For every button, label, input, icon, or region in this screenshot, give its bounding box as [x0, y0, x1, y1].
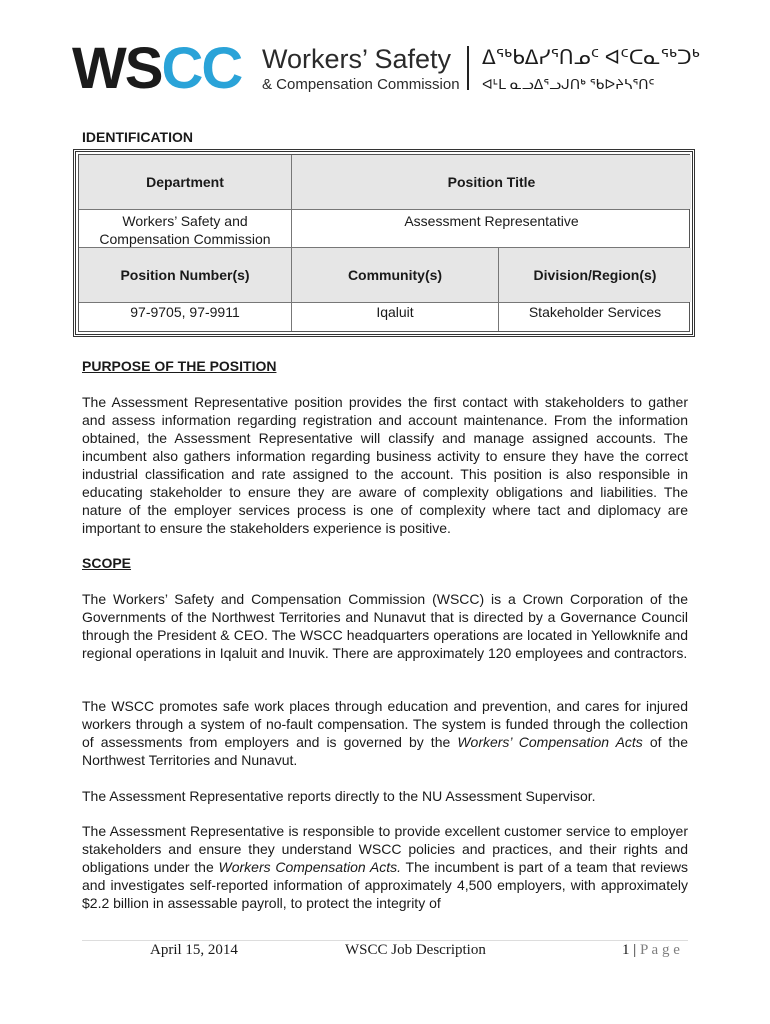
footer-date: April 15, 2014: [150, 942, 238, 958]
syllabics-line-1: ᐃᖅᑲᐃᓯᕐᑎᓄᑦ ᐊᑦᑕᓇᖅᑐᒃ: [482, 47, 700, 69]
department-value: Workers’ Safety and Compensation Commission: [99, 213, 271, 247]
footer-doc-title: WSCC Job Description: [345, 942, 486, 958]
identification-table: [73, 149, 695, 337]
footer-rule: [82, 940, 688, 941]
logo-cc: CC: [161, 36, 242, 101]
scope-p2-text-b: of the Northwest Territories and Nunavut.: [82, 734, 689, 768]
organization-name: [262, 44, 460, 94]
letterhead: [72, 38, 712, 100]
scope-heading: SCOPE: [82, 555, 132, 571]
scope-p4-text-b: The incumbent is part of a team that reviews and investigates self-reported information of approximately 4,500 employers, with approximately $2.2 billion in assessable payroll, to protect the integrity of: [82, 859, 688, 911]
scope-paragraph-3: The Assessment Representative reports directly to the NU Assessment Supervisor.: [82, 788, 596, 804]
table-rule: [79, 247, 689, 248]
table-rule: [79, 302, 689, 303]
page-separator: |: [633, 942, 637, 958]
logo-ws: WS: [72, 36, 162, 101]
scope-p4-italic: Workers Compensation Acts.: [218, 859, 402, 875]
org-title-main: Workers’ Safety: [262, 44, 452, 74]
page-label: P a g e: [640, 942, 680, 958]
table-rule: [291, 155, 292, 331]
page-number: 1: [622, 942, 630, 958]
table-rule: [498, 247, 499, 331]
footer-page: [622, 942, 680, 959]
syllabics-name: [482, 46, 700, 94]
purpose-heading: PURPOSE OF THE POSITION: [82, 358, 277, 374]
scope-paragraph-1: The Workers’ Safety and Compensation Commission (WSCC) is a Crown Corporation of the Governments of the Northwest Territories and Nunavut that is directed by a Governance Council through the President & CEO. The WSCC headquarters operations are located in Yellowknife and regional operations in Iqaluit and Inuvik. There are approximately 120 employees and contractors.: [82, 591, 688, 661]
position-numbers-header: Position Number(s): [79, 248, 291, 302]
department-header: Department: [79, 155, 291, 209]
wscc-logo: [72, 38, 241, 100]
syllabics-line-2: ᐊᒻᒪ ᓇᓗᐃᕐᓗᒍᑎᒃ ᖃᐅᔨᓴᕐᑎᑦ: [482, 76, 655, 92]
table-rule: [79, 209, 689, 210]
purpose-paragraph: The Assessment Representative position provides the first contact with stakeholders to gather and assess information regarding registration and account maintenance. From the information obtained, the Assessment Representative will classify and manage assigned accounts. The incumbent also gathers information regarding business activity to ensure they have the correct industrial classification and rate assigned to the account. This position is also responsible in educating stakeholder to ensure they are aware of complexity obligations and liabilities. The nature of the employer services process is one of complexity where tact and diplomacy are important to ensure the stakeholders experience is positive.: [82, 394, 688, 536]
division-value: Stakeholder Services: [528, 304, 662, 320]
community-value: Iqaluit: [376, 304, 414, 320]
position-title-value: Assessment Representative: [404, 213, 579, 229]
scope-p2-italic: Workers’ Compensation Acts: [457, 734, 643, 750]
scope-paragraph-2: [82, 697, 688, 769]
scope-p4-text-a: The Assessment Representative is responsible to provide excellent customer service to employer stakeholders and ensure they understand WSCC policies and practices, and their rights and obligations under the: [82, 823, 688, 875]
division-header: Division/Region(s): [499, 248, 691, 302]
position-title-header: Position Title: [292, 155, 691, 209]
header-divider: [467, 46, 469, 90]
scope-p2-text-a: The WSCC promotes safe work places through education and prevention, and cares for injured workers through a system of no-fault compensation. The system is funded through the collection of assessments from employers and is governed by the: [82, 698, 688, 750]
identification-heading: IDENTIFICATION: [82, 129, 193, 145]
scope-paragraph-4: [82, 822, 688, 912]
position-numbers-value: 97-9705, 97-9911: [130, 304, 240, 320]
org-title-sub: & Compensation Commission: [262, 76, 460, 93]
community-header: Community(s): [292, 248, 498, 302]
